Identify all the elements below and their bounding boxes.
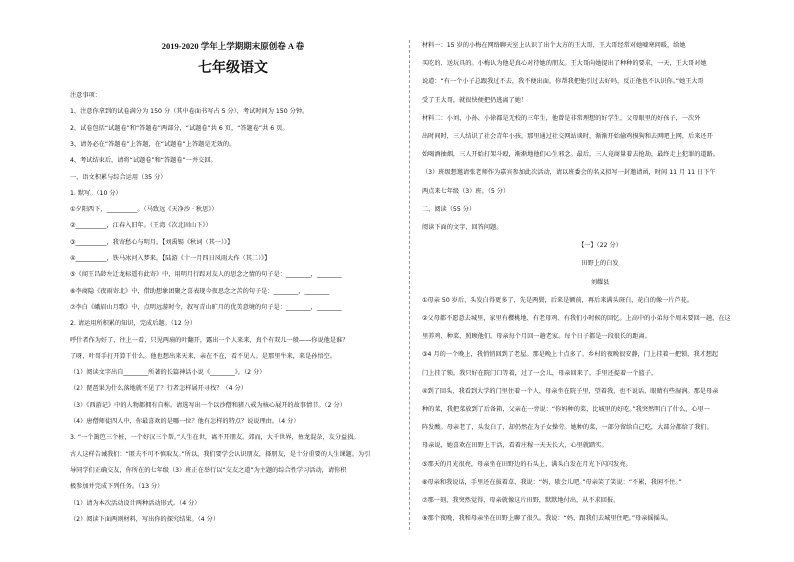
right-line: ③4 月的一个晚上，我悄悄回到了老屋。那是晚上十点多了，乡村的夜晚很安静，门上挂着一把锁，我才想起 (422, 351, 719, 359)
right-line: ④到了回头，我看到大学的门里住着一个人，母亲坐在院子里，望着我，也不说话，眼睛有些湿润。那是母亲 (422, 387, 719, 395)
left-line: 2. 请运用所积累的知识，完成后题。（12 分） (70, 320, 196, 328)
left-line: ⑤《闻王昌龄左迁龙标遥有此寄》中，用明月行踪对友人的思念之情的句子是：________，________ (70, 271, 342, 279)
left-line: 极参加并完成下列任务。（13 分） (70, 483, 164, 491)
left-line: ④__________，铁马冰河入梦来。【陆游《十一月四日风雨大作（其二）》】 (70, 255, 271, 262)
left-line: 1、注意你拿到的试卷满分为 150 分（其中卷面书写占 5 分），考试时间为 150 分钟。 (70, 108, 309, 116)
right-line: 材料二：小刘、小孙、小徐都是无校的三年生，他曾是非常理想的好学生，父母眼里的好孩子，一次外 (422, 114, 701, 122)
right-line: 两点来七年级（3）班。（5 分） (422, 187, 510, 195)
right-line: 门上挂了锁。我只好在院门口等着，过了一会儿，母亲回来了，手里还提着一个篮子。 (422, 369, 658, 377)
left-line: 了呀，叶哥手打开算干什么。他也想出来天来，亲在不在，看不见人。是那里牛来，来是孙悟空。 (70, 352, 337, 360)
right-line: 刘耀县 (590, 278, 610, 286)
right-line: ①母亲 50 岁后，头发白得更多了，先是两鬓，后来是额前，再后来满头斑白，花白的像一片芦花。 (422, 296, 694, 304)
left-line: 古人这样告诫我们：“匿夫不可不慎取友。”所以，我们要学会认识朋友，择朋友，是十分重要的人生课题。为引 (70, 450, 371, 458)
subject-title: 七年级语文 (198, 60, 268, 76)
left-line: （2）琵琶果为什么落地就不见了？行者怎样展开寻找？（4 分） (70, 385, 247, 393)
left-line: 3、请务必在“答题卷”上答题，在“试题卷”上答题是无效的。 (70, 140, 236, 148)
right-line: ⑧那个夜晚，我和母亲坐在田野上聊了很久。我说：“妈，跟我们去城里住吧。”母亲摇摇头。 (422, 515, 673, 523)
right-line: 阵发酸。母亲老了，头发白了，却仍然在为子女操劳。她种的菜，一部分留给自己吃，大部分都给了我们。 (422, 424, 713, 432)
left-line: ⑦李白《峨眉山月歌》中，点明远游时令，叙写青山旷月的优美意境的句子是：________，________ (70, 303, 342, 311)
left-line: 4、考试结束后，请将“试题卷”和“答题卷”一并交回。 (70, 157, 217, 165)
left-line: 1. 默写。（10 分） (70, 189, 122, 197)
right-line: 始喝酒抽烟，三人开始打架斗殴，渐渐地他们心生邪念。最后，三人竟商量着去抢劫，最终走上犯罪的道路。 (422, 151, 719, 159)
right-line: 【一】（22 分） (578, 242, 622, 250)
right-line: 里养鸡、种菜，照顾他们。母亲每个月回一趟老家。每个日子都是一段很长的距离。 (422, 333, 651, 341)
left-line: ②__________，江春入旧年。（王湾《次北固山下》） (70, 222, 212, 230)
right-line: 二、阅读（55 分） (422, 205, 476, 213)
right-line: ⑦那一刻，我突然觉得，母亲就像这片田野，默默地付出，从不求回报。 (422, 497, 620, 504)
column-divider (409, 40, 410, 530)
right-line: 买吃的、送玩具的。小梅认为他是真心对待她的朋友。王大哥向她提出了种种的要求，一天，王大哥对她 (422, 60, 707, 68)
left-line: 导同学们正确交友，你所在的七年级（3）班正在举行以“交友之道”为主题的综合性学习活动，请你积 (70, 466, 347, 474)
right-line: ⑥母亲和我说话，手里还在拔着草，我说：“妈，歇会儿吧。”母亲笑了笑说：“不累，我闲不住。” (422, 478, 682, 486)
right-line: ⑤那天的月光很亮，母亲坐在田野边的石头上，满头白发在月光下闪闪发亮。 (422, 460, 632, 468)
right-line: 母亲说，她喜欢在田野上干活，看着庄稼一天天长大，心里就踏实。 (422, 442, 608, 450)
left-line: 3. “一个篱笆三个桩，一个好汉三个帮。”人生在世，离不开朋友。郊而，大千世界，鱼龙混杂，友分益损。 (70, 434, 360, 442)
left-line: ①夕阳西下，__________。（马致远《天净沙 · 秋思》） (70, 206, 218, 214)
left-line: （1）阅读文字出自________所著的长篇神话小说《________》。（2 分） (70, 369, 266, 377)
left-line: ③__________，我寄愁心与明月。【刘禹锡《秋词（其一）》】 (70, 238, 234, 246)
right-line: 受了王大哥，就很快便把仍逃离了她！ (422, 96, 528, 104)
exam-title: 2019-2020 学年上学期期末原创卷 A 卷 (161, 41, 305, 51)
left-line: 一、语文积累与综合运用（35 分） (70, 173, 167, 181)
right-line: 说道：“有一个小子总跟我过不去，我不便出面，你帮我把他引过去好吗，反正他也不认识你。”她王大哥 (422, 78, 704, 86)
left-line: （3）《西游记》中的人物都拥有自称。请选写出一个以沙僧和猪八戒为核心展开的故事情节。（2 分） (70, 401, 346, 409)
right-line: 材料一：15 岁的小梅在网络聊天室上认识了出个大方的王大哥，王大哥经常对她嘘寒问暖，给她 (422, 42, 686, 49)
left-line: （4）唐僧师徒四人中，你最喜欢的是哪一位？他有怎样的特点？说说理由。（4 分） (70, 418, 300, 425)
right-line: 出时间时，三人结识了社会青年小孩，那里通过社交网站谈时，渐渐开始偷鸡摸狗和去网吧上网，后来还开 (422, 133, 713, 140)
left-line: 呼什者作为好了，往上一看，只见两扇的叶翻开，露出一个人来来，真个有双儿一般——你说他是谁？ (70, 336, 349, 344)
left-line: （1）请为本次活动设计两种活动形式。（4 分） (70, 499, 201, 507)
right-line: 阅读下面的文字，回答问题。 (422, 224, 503, 231)
left-line: （2）阅读下面两则材料，写出你的探究结果。（4 分） (70, 515, 220, 523)
left-line: ⑥李商隐《夜雨寄北》中，借助想象团聚之喜表现今夜思念之苦的句子是：________，________ (70, 287, 330, 295)
right-line: （3）班级想邀请张老师作为嘉宾参加此次活动，请以班委会的名义拟写一封邀请函，时间 11 月 11 日下午 (422, 169, 716, 177)
right-line: 种的菜，我把菜放到了后备箱，父亲在一旁说：“你妈种的菜，比城里的好吃。”我突然明白了什么，心里一 (422, 406, 710, 413)
right-line: 田野上的白发 (581, 260, 619, 268)
left-line: 注意事项： (70, 92, 101, 99)
left-line: 2、试卷包括“试题卷”和“答题卷”两部分，“试题卷”共 6 页，“答题卷”共 6 页。 (70, 124, 289, 132)
right-line: ②父母都不愿意去城里，家里有樱桃地、有老母鸡、有我们小时候的回忆。上高中的小弟每个周末要回一趟，在这 (422, 315, 731, 322)
